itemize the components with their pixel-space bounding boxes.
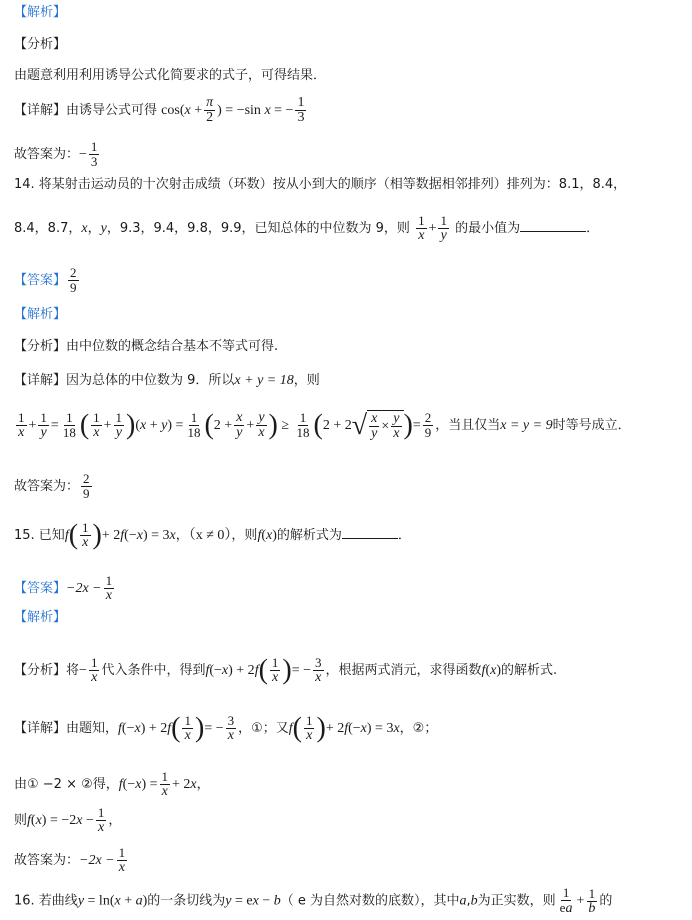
final-answer-15: 故答案为：−2x − $\frac{1}{x}$ (14, 845, 126, 875)
step1-15: 由① −2 × ②得，f(−x) = $\frac{1}{x}$ + 2x， (14, 769, 210, 799)
xiangjie-13: 【详解】由诱导公式可得 cos(x + $\frac{\pi}{2}$ ) = −sin x = − $\frac{1}{3}$ (14, 95, 305, 125)
jiexi-label-14: 【解析】 (14, 307, 67, 322)
answer-14: 【答案】 $\frac{2}{9}$ (14, 265, 77, 295)
chain-14: $\frac{1}{x}$ + $\frac{1}{y}$ = $\frac{1}{18}$ ( $\frac{1}{x}$ + $\frac{1}{y}$ )(x + y) = $\frac{1}{18}$ (2 + $\frac{x}{y}$ + $\frac{y}{x}$ ) ≥ $\frac{1}{18}$ (2 + 2 √ $\frac{x}{y}$ × $\frac{y}{x}$ )= $\frac{2}{9}$ ，当且仅当x = y = 9时等号成立． (18, 409, 631, 441)
xiangjie-15: 【详解】由题知，f(−x) + 2f( $\frac{1}{x}$ )= − $\frac{3}{x}$ ，①；又f( $\frac{1}{x}$ )+ 2f(−x) = 3x，②； (14, 712, 438, 744)
xiangjie-14: 【详解】因为总体的中位数为 9．所以x + y = 18，则 (14, 373, 320, 388)
final-answer-14: 故答案为： $\frac{2}{9}$ (14, 471, 90, 501)
fenxi-label-13: 【分析】 (14, 37, 67, 52)
q14-stem-line1: 14. 将某射击运动员的十次射击成绩（环数）按从小到大的顺序（相等数据相邻排列）排列为：8.1，8.4， (14, 177, 627, 192)
jiexi-label-13: 【解析】 (14, 5, 67, 20)
final-answer-13: 故答案为：− $\frac{1}{3}$ (14, 139, 98, 169)
answer-15: 【答案】−2x − $\frac{1}{x}$ (14, 573, 113, 603)
q14-stem-line2: 8.4，8.7，x，y，9.3，9.4，9.8，9.9，已知总体的中位数为 9，则 $\frac{1}{x}$ + $\frac{1}{y}$ 的最小值为 ． (14, 213, 600, 243)
answer-blank (520, 231, 586, 232)
fenxi-text-13: 由题意利用利用诱导公式化简要求的式子，可得结果． (14, 68, 327, 83)
q15-stem: 15. 已知f( $\frac{1}{x}$ )+ 2f(−x) = 3x，（x ≠ 0），则f(x)的解析式为 ． (14, 519, 411, 551)
q16-stem: 16. 若曲线y = ln(x + a)的一条切线为y = ex − b（ e 为自然对数的底数），其中a,b为正实数，则 $\frac{1}{ea}$ + $\frac{1}{b}$ 的 (14, 885, 613, 916)
jiexi-label-15: 【解析】 (14, 610, 67, 625)
step2-15: 则f(x) = −2x − $\frac{1}{x}$ ， (14, 805, 122, 835)
fenxi-14: 【分析】由中位数的概念结合基本不等式可得. (14, 339, 279, 354)
fenxi-15: 【分析】将− $\frac{1}{x}$ 代入条件中，得到f(−x) + 2f( $\frac{1}{x}$ )= − $\frac{3}{x}$ ，根据两式消元，求得函数f(x)的解析式. (14, 654, 558, 686)
